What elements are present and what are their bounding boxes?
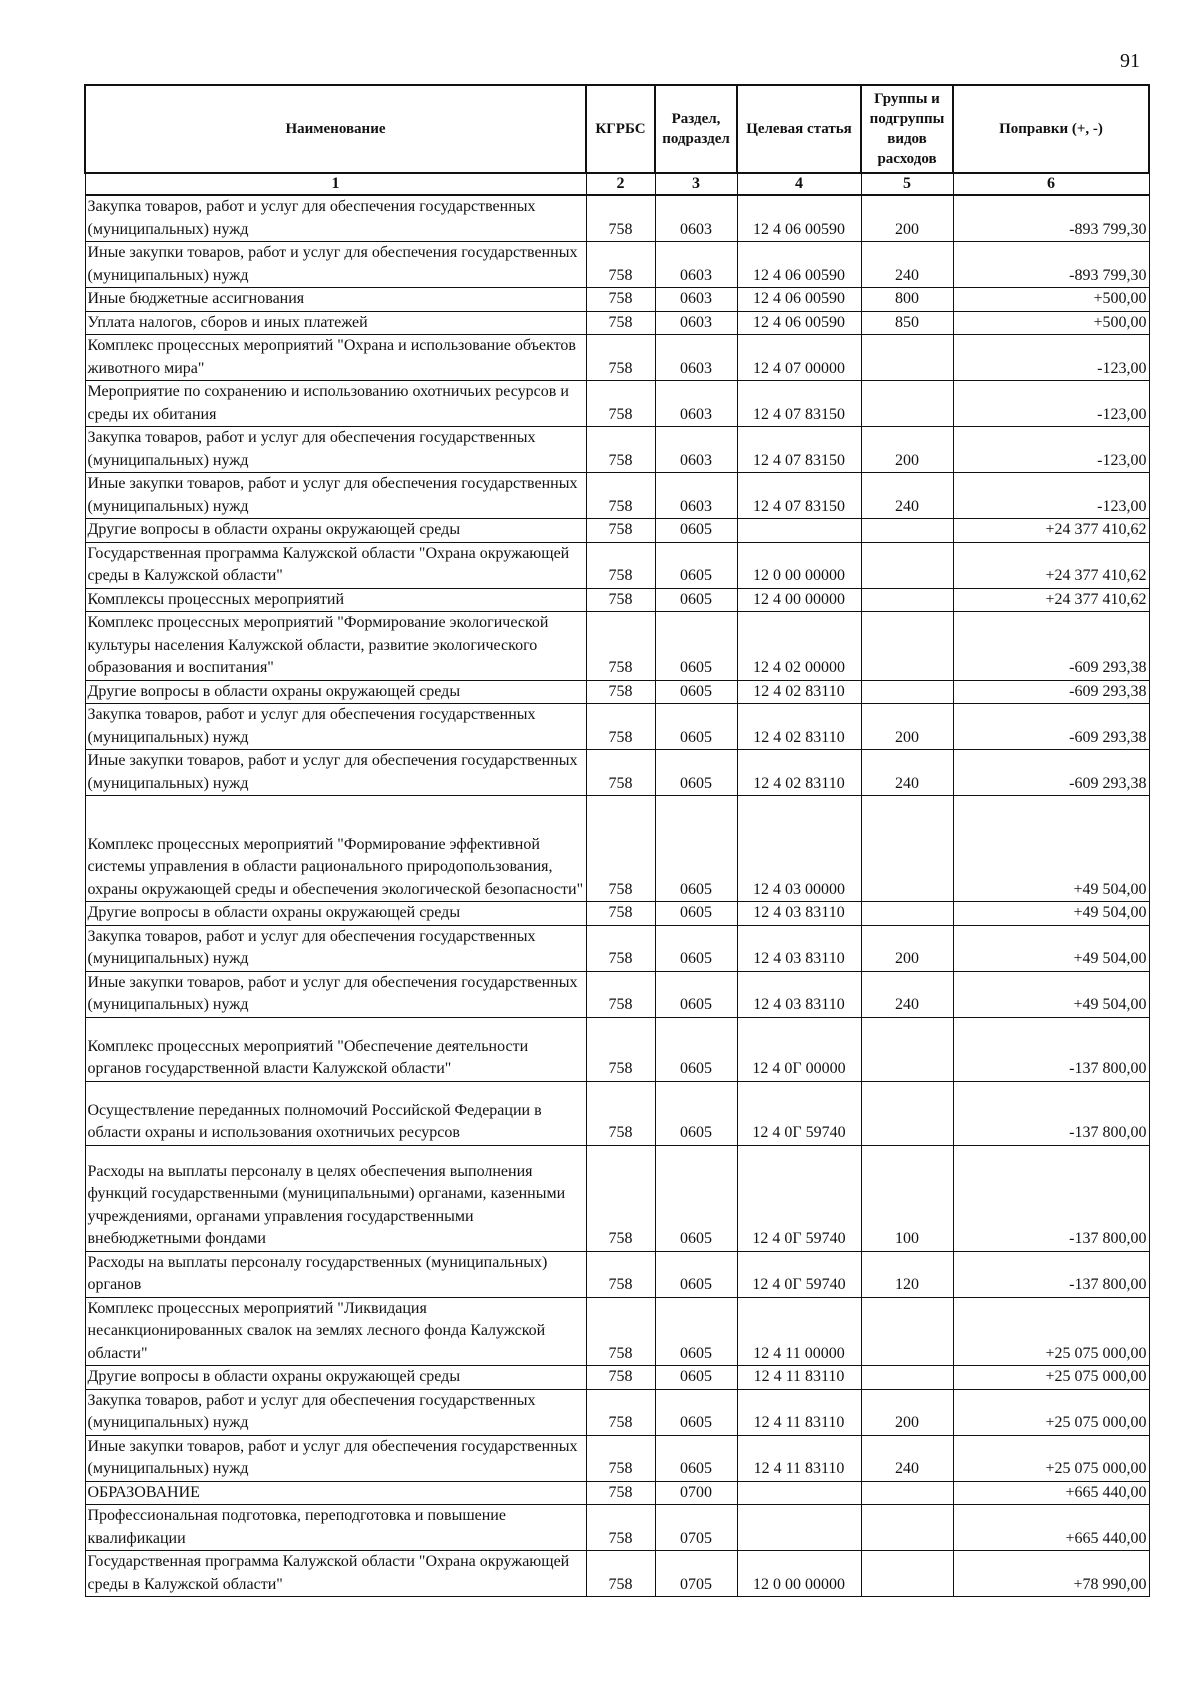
row-kgrbs: 758 bbox=[586, 704, 655, 750]
row-name: Другие вопросы в области охраны окружающей среды bbox=[85, 680, 586, 704]
row-group: 850 bbox=[861, 311, 953, 335]
table-row bbox=[85, 971, 1149, 1017]
row-target: 12 4 06 00590 bbox=[737, 195, 861, 242]
row-section: 0605 bbox=[655, 902, 737, 926]
row-name: Мероприятие по сохранению и использованию охотничьих ресурсов и среды их обитания bbox=[85, 381, 586, 427]
row-name: Уплата налогов, сборов и иных платежей bbox=[85, 311, 586, 335]
row-target: 12 4 07 83150 bbox=[737, 381, 861, 427]
row-section: 0605 bbox=[655, 1145, 737, 1251]
row-group bbox=[861, 612, 953, 681]
row-kgrbs: 758 bbox=[586, 1481, 655, 1505]
column-number: 4 bbox=[737, 173, 861, 195]
table-row bbox=[85, 902, 1149, 926]
table-row bbox=[85, 195, 1149, 242]
column-number: 6 bbox=[953, 173, 1149, 195]
table-row bbox=[85, 1145, 1149, 1251]
table-row bbox=[85, 381, 1149, 427]
row-section: 0603 bbox=[655, 288, 737, 312]
row-name: Государственная программа Калужской области "Охрана окружающей среды в Калужской области" bbox=[85, 1551, 586, 1597]
row-target: 12 4 07 83150 bbox=[737, 427, 861, 473]
row-group bbox=[861, 1551, 953, 1597]
row-section: 0603 bbox=[655, 311, 737, 335]
table-row bbox=[85, 925, 1149, 971]
table-row bbox=[85, 288, 1149, 312]
row-name: Закупка товаров, работ и услуг для обеспечения государственных (муниципальных) нужд bbox=[85, 925, 586, 971]
row-group: 240 bbox=[861, 971, 953, 1017]
table-row bbox=[85, 1505, 1149, 1551]
row-amount: +24 377 410,62 bbox=[953, 519, 1149, 543]
table-row bbox=[85, 542, 1149, 588]
table-row bbox=[85, 1297, 1149, 1366]
row-kgrbs: 758 bbox=[586, 796, 655, 902]
row-amount: -893 799,30 bbox=[953, 242, 1149, 288]
column-number: 5 bbox=[861, 173, 953, 195]
row-amount: +49 504,00 bbox=[953, 971, 1149, 1017]
table-row bbox=[85, 473, 1149, 519]
row-section: 0603 bbox=[655, 242, 737, 288]
row-group: 200 bbox=[861, 427, 953, 473]
row-section: 0605 bbox=[655, 750, 737, 796]
row-section: 0605 bbox=[655, 588, 737, 612]
table-row bbox=[85, 1251, 1149, 1297]
row-target: 12 4 03 83110 bbox=[737, 925, 861, 971]
row-target: 12 4 0Г 00000 bbox=[737, 1017, 861, 1081]
table-row bbox=[85, 242, 1149, 288]
row-name: Другие вопросы в области охраны окружающей среды bbox=[85, 1366, 586, 1390]
row-target: 12 4 03 83110 bbox=[737, 902, 861, 926]
row-target: 12 4 02 83110 bbox=[737, 704, 861, 750]
row-target: 12 4 0Г 59740 bbox=[737, 1081, 861, 1145]
row-target: 12 4 0Г 59740 bbox=[737, 1145, 861, 1251]
row-name: Осуществление переданных полномочий Российской Федерации в области охраны и использования охотничьих ресурсов bbox=[85, 1081, 586, 1145]
row-group bbox=[861, 335, 953, 381]
row-amount: -609 293,38 bbox=[953, 680, 1149, 704]
table-row bbox=[85, 1435, 1149, 1481]
row-name: Комплекс процессных мероприятий "Формирование экологической культуры населения Калужской области, развитие экологического образования и воспитания" bbox=[85, 612, 586, 681]
row-kgrbs: 758 bbox=[586, 1435, 655, 1481]
table-body bbox=[85, 195, 1149, 1597]
row-name: Закупка товаров, работ и услуг для обеспечения государственных (муниципальных) нужд bbox=[85, 704, 586, 750]
row-name: Комплекс процессных мероприятий "Ликвидация несанкционированных свалок на землях лесного фонда Калужской области" bbox=[85, 1297, 586, 1366]
row-group: 240 bbox=[861, 750, 953, 796]
row-name: Иные закупки товаров, работ и услуг для обеспечения государственных (муниципальных) нужд bbox=[85, 1435, 586, 1481]
row-kgrbs: 758 bbox=[586, 195, 655, 242]
row-section: 0605 bbox=[655, 1081, 737, 1145]
row-kgrbs: 758 bbox=[586, 1366, 655, 1390]
row-name: Расходы на выплаты персоналу государственных (муниципальных) органов bbox=[85, 1251, 586, 1297]
row-target: 12 4 11 83110 bbox=[737, 1389, 861, 1435]
column-number: 3 bbox=[655, 173, 737, 195]
row-group: 100 bbox=[861, 1145, 953, 1251]
row-section: 0605 bbox=[655, 680, 737, 704]
row-group: 120 bbox=[861, 1251, 953, 1297]
row-section: 0605 bbox=[655, 1251, 737, 1297]
row-name: Другие вопросы в области охраны окружающей среды bbox=[85, 519, 586, 543]
table-row bbox=[85, 680, 1149, 704]
row-target: 12 4 02 83110 bbox=[737, 680, 861, 704]
row-kgrbs: 758 bbox=[586, 519, 655, 543]
row-name: Иные закупки товаров, работ и услуг для обеспечения государственных (муниципальных) нужд bbox=[85, 971, 586, 1017]
table-row bbox=[85, 1017, 1149, 1081]
row-amount: -137 800,00 bbox=[953, 1251, 1149, 1297]
row-amount: -609 293,38 bbox=[953, 704, 1149, 750]
row-section: 0605 bbox=[655, 1435, 737, 1481]
row-group bbox=[861, 1297, 953, 1366]
row-kgrbs: 758 bbox=[586, 1081, 655, 1145]
row-section: 0605 bbox=[655, 542, 737, 588]
header-section: Раздел, подраздел bbox=[655, 85, 737, 173]
row-target: 12 0 00 00000 bbox=[737, 542, 861, 588]
table-row bbox=[85, 335, 1149, 381]
row-target: 12 4 03 00000 bbox=[737, 796, 861, 902]
row-name: Государственная программа Калужской области "Охрана окружающей среды в Калужской области" bbox=[85, 542, 586, 588]
row-section: 0605 bbox=[655, 1017, 737, 1081]
row-kgrbs: 758 bbox=[586, 925, 655, 971]
table-row bbox=[85, 519, 1149, 543]
row-name: Иные бюджетные ассигнования bbox=[85, 288, 586, 312]
row-section: 0603 bbox=[655, 473, 737, 519]
row-section: 0605 bbox=[655, 704, 737, 750]
row-kgrbs: 758 bbox=[586, 1251, 655, 1297]
page-number: 91 bbox=[1120, 50, 1140, 72]
row-amount: +665 440,00 bbox=[953, 1481, 1149, 1505]
row-group: 200 bbox=[861, 925, 953, 971]
row-name: Комплексы процессных мероприятий bbox=[85, 588, 586, 612]
row-target: 12 4 11 00000 bbox=[737, 1297, 861, 1366]
row-amount: +49 504,00 bbox=[953, 902, 1149, 926]
header-groups: Группы и подгруппы видов расходов bbox=[861, 85, 953, 173]
row-section: 0603 bbox=[655, 195, 737, 242]
row-kgrbs: 758 bbox=[586, 242, 655, 288]
row-amount: -137 800,00 bbox=[953, 1145, 1149, 1251]
row-name: Расходы на выплаты персоналу в целях обеспечения выполнения функций государственными (муниципальными) органами, казенными учреждениями, органами управления государственными внебюджетными фондами bbox=[85, 1145, 586, 1251]
row-target: 12 4 03 83110 bbox=[737, 971, 861, 1017]
row-group: 200 bbox=[861, 195, 953, 242]
row-section: 0605 bbox=[655, 612, 737, 681]
row-group: 240 bbox=[861, 473, 953, 519]
row-group: 800 bbox=[861, 288, 953, 312]
row-target: 12 4 07 83150 bbox=[737, 473, 861, 519]
row-name: Комплекс процессных мероприятий "Формирование эффективной системы управления в области рационального природопользования, охраны окружающей среды и обеспечения экологической безопасности" bbox=[85, 796, 586, 902]
row-amount: +500,00 bbox=[953, 288, 1149, 312]
row-amount: +49 504,00 bbox=[953, 796, 1149, 902]
header-amendments: Поправки (+, -) bbox=[953, 85, 1149, 173]
row-group bbox=[861, 1081, 953, 1145]
row-section: 0603 bbox=[655, 381, 737, 427]
row-kgrbs: 758 bbox=[586, 971, 655, 1017]
row-section: 0605 bbox=[655, 1297, 737, 1366]
row-amount: +25 075 000,00 bbox=[953, 1389, 1149, 1435]
row-group bbox=[861, 588, 953, 612]
row-kgrbs: 758 bbox=[586, 680, 655, 704]
row-target: 12 0 00 00000 bbox=[737, 1551, 861, 1597]
column-number: 2 bbox=[586, 173, 655, 195]
row-group: 240 bbox=[861, 242, 953, 288]
row-amount: +500,00 bbox=[953, 311, 1149, 335]
row-target: 12 4 02 83110 bbox=[737, 750, 861, 796]
row-group bbox=[861, 1505, 953, 1551]
row-kgrbs: 758 bbox=[586, 1297, 655, 1366]
row-amount: -137 800,00 bbox=[953, 1017, 1149, 1081]
row-section: 0605 bbox=[655, 796, 737, 902]
row-target: 12 4 11 83110 bbox=[737, 1366, 861, 1390]
row-group bbox=[861, 902, 953, 926]
row-group: 200 bbox=[861, 704, 953, 750]
header-target: Целевая статья bbox=[737, 85, 861, 173]
row-name: Другие вопросы в области охраны окружающей среды bbox=[85, 902, 586, 926]
row-section: 0705 bbox=[655, 1551, 737, 1597]
row-kgrbs: 758 bbox=[586, 750, 655, 796]
table-row bbox=[85, 1366, 1149, 1390]
row-target: 12 4 0Г 59740 bbox=[737, 1251, 861, 1297]
row-name: Закупка товаров, работ и услуг для обеспечения государственных (муниципальных) нужд bbox=[85, 195, 586, 242]
row-target bbox=[737, 1505, 861, 1551]
row-name: Комплекс процессных мероприятий "Обеспечение деятельности органов государственной власти Калужской области" bbox=[85, 1017, 586, 1081]
row-target bbox=[737, 519, 861, 543]
row-amount: +24 377 410,62 bbox=[953, 588, 1149, 612]
row-group: 240 bbox=[861, 1435, 953, 1481]
row-target: 12 4 06 00590 bbox=[737, 242, 861, 288]
row-group bbox=[861, 519, 953, 543]
row-kgrbs: 758 bbox=[586, 902, 655, 926]
row-section: 0605 bbox=[655, 1366, 737, 1390]
row-group bbox=[861, 1481, 953, 1505]
row-amount: +665 440,00 bbox=[953, 1505, 1149, 1551]
row-amount: +25 075 000,00 bbox=[953, 1435, 1149, 1481]
header-kgrbs: КГРБС bbox=[586, 85, 655, 173]
table-row bbox=[85, 796, 1149, 902]
row-kgrbs: 758 bbox=[586, 381, 655, 427]
row-kgrbs: 758 bbox=[586, 588, 655, 612]
row-amount: +78 990,00 bbox=[953, 1551, 1149, 1597]
row-kgrbs: 758 bbox=[586, 542, 655, 588]
row-target: 12 4 07 00000 bbox=[737, 335, 861, 381]
row-name: ОБРАЗОВАНИЕ bbox=[85, 1481, 586, 1505]
table-row bbox=[85, 1389, 1149, 1435]
row-section: 0603 bbox=[655, 335, 737, 381]
table-row bbox=[85, 311, 1149, 335]
row-name: Иные закупки товаров, работ и услуг для обеспечения государственных (муниципальных) нужд bbox=[85, 242, 586, 288]
budget-amendments-table bbox=[84, 84, 1150, 1597]
table-row bbox=[85, 1551, 1149, 1597]
row-group: 200 bbox=[861, 1389, 953, 1435]
row-target: 12 4 00 00000 bbox=[737, 588, 861, 612]
table-row bbox=[85, 750, 1149, 796]
row-amount: -609 293,38 bbox=[953, 612, 1149, 681]
row-kgrbs: 758 bbox=[586, 1389, 655, 1435]
row-section: 0605 bbox=[655, 1389, 737, 1435]
row-group bbox=[861, 796, 953, 902]
table-row bbox=[85, 588, 1149, 612]
row-kgrbs: 758 bbox=[586, 612, 655, 681]
row-target: 12 4 02 00000 bbox=[737, 612, 861, 681]
row-amount: -123,00 bbox=[953, 427, 1149, 473]
column-number-row bbox=[85, 173, 1149, 195]
row-kgrbs: 758 bbox=[586, 473, 655, 519]
row-amount: -609 293,38 bbox=[953, 750, 1149, 796]
row-amount: -137 800,00 bbox=[953, 1081, 1149, 1145]
row-kgrbs: 758 bbox=[586, 1551, 655, 1597]
table-header-row bbox=[85, 85, 1149, 173]
row-kgrbs: 758 bbox=[586, 1145, 655, 1251]
row-kgrbs: 758 bbox=[586, 427, 655, 473]
table-row bbox=[85, 1081, 1149, 1145]
row-amount: -123,00 bbox=[953, 335, 1149, 381]
row-group bbox=[861, 1366, 953, 1390]
row-kgrbs: 758 bbox=[586, 335, 655, 381]
row-kgrbs: 758 bbox=[586, 1505, 655, 1551]
row-amount: +25 075 000,00 bbox=[953, 1297, 1149, 1366]
row-amount: -893 799,30 bbox=[953, 195, 1149, 242]
row-name: Профессиональная подготовка, переподготовка и повышение квалификации bbox=[85, 1505, 586, 1551]
row-name: Иные закупки товаров, работ и услуг для обеспечения государственных (муниципальных) нужд bbox=[85, 473, 586, 519]
row-section: 0700 bbox=[655, 1481, 737, 1505]
table-row bbox=[85, 1481, 1149, 1505]
column-number: 1 bbox=[85, 173, 586, 195]
row-amount: -123,00 bbox=[953, 381, 1149, 427]
row-section: 0605 bbox=[655, 519, 737, 543]
table-row bbox=[85, 704, 1149, 750]
row-name: Комплекс процессных мероприятий "Охрана и использование объектов животного мира" bbox=[85, 335, 586, 381]
row-target: 12 4 06 00590 bbox=[737, 288, 861, 312]
header-name: Наименование bbox=[85, 85, 586, 173]
row-section: 0605 bbox=[655, 971, 737, 1017]
row-kgrbs: 758 bbox=[586, 311, 655, 335]
row-kgrbs: 758 bbox=[586, 1017, 655, 1081]
row-amount: +49 504,00 bbox=[953, 925, 1149, 971]
row-kgrbs: 758 bbox=[586, 288, 655, 312]
row-name: Закупка товаров, работ и услуг для обеспечения государственных (муниципальных) нужд bbox=[85, 427, 586, 473]
row-section: 0603 bbox=[655, 427, 737, 473]
row-name: Иные закупки товаров, работ и услуг для обеспечения государственных (муниципальных) нужд bbox=[85, 750, 586, 796]
row-group bbox=[861, 381, 953, 427]
table-row bbox=[85, 427, 1149, 473]
row-section: 0605 bbox=[655, 925, 737, 971]
row-target: 12 4 06 00590 bbox=[737, 311, 861, 335]
row-amount: +24 377 410,62 bbox=[953, 542, 1149, 588]
row-target bbox=[737, 1481, 861, 1505]
row-target: 12 4 11 83110 bbox=[737, 1435, 861, 1481]
row-group bbox=[861, 1017, 953, 1081]
row-group bbox=[861, 680, 953, 704]
row-amount: -123,00 bbox=[953, 473, 1149, 519]
row-name: Закупка товаров, работ и услуг для обеспечения государственных (муниципальных) нужд bbox=[85, 1389, 586, 1435]
row-group bbox=[861, 542, 953, 588]
row-section: 0705 bbox=[655, 1505, 737, 1551]
table-row bbox=[85, 612, 1149, 681]
row-amount: +25 075 000,00 bbox=[953, 1366, 1149, 1390]
